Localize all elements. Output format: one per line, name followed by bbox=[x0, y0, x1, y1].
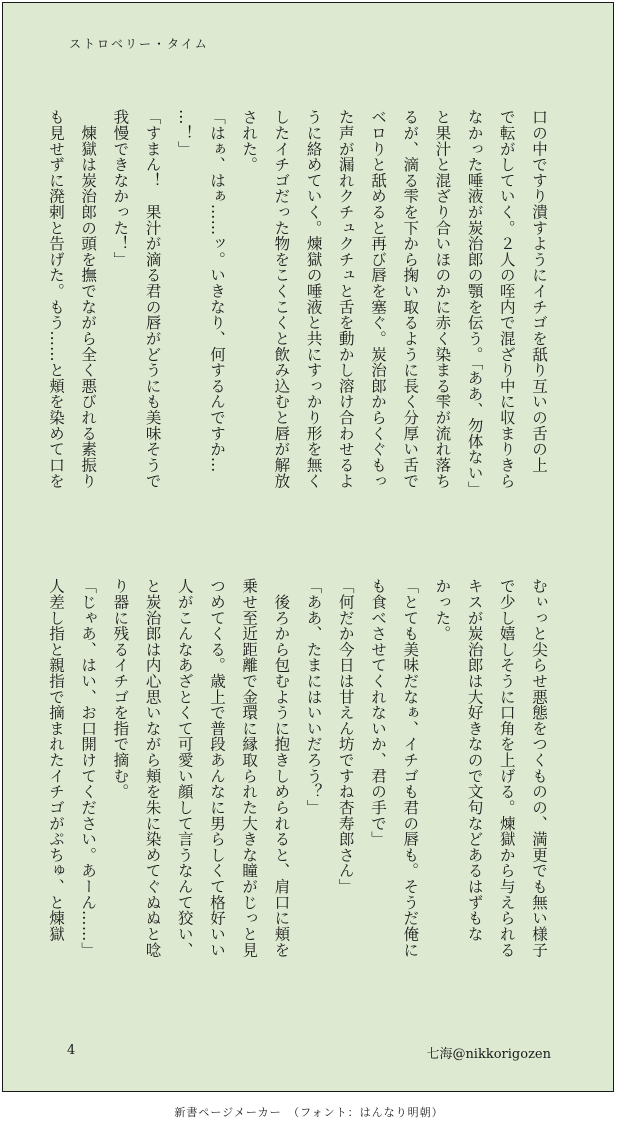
book-page bbox=[2, 2, 614, 1092]
text-block-bottom: むぃっと尖らせ悪態をつくものの、満更でも無い様子 で少し嬉しそうに口角を上げる。煉獄から与えられる キスが炭治郎は大好きなので文句などあるはずもな かった。 「とても美味だなぁ、イチゴも君の唇も。そうだ俺に も食べさせてくれないか、君の手で」 「何だか今日は甘えん坊ですね杏寿郎さん」 「ああ、たまにはいいだろう？」 後ろから包むように抱きしめられると、肩口に頬を 乗せ至近距離で金環に縁取られた大きな瞳がじっと見 つめてくる。歳上で普段あんなに男らしくて格好いい 人がこんなあざとくて可愛い顔して言うなんて狡い、 と炭治郎は内心思いながら頬を朱に染めてぐぬぬと唸 り器に残るイチゴを指で摘む。 「じゃあ、はい、お口開けてください。あーん……」 人差し指と親指で摘まれたイチゴがぷちゅ、と煉獄 bbox=[46, 578, 548, 958]
footer-caption: 新書ページメーカー （フォント：はんなり明朝） bbox=[174, 1106, 444, 1119]
page-number: 4 bbox=[67, 1043, 76, 1058]
text-block-top: 口の中ですり潰すようにイチゴを舐り互いの舌の上 で転がしていく。２人の咥内で混ざり中に収まりきら なかった唾液が炭治郎の顎を伝う。「ああ、勿体ない」 と果汁と混ざり合いほのかに赤く染まる雫が流れ落ち るが、滴る雫を下から掬い取るように長く分厚い舌で ベロりと舐めると再び唇を塞ぐ。炭治郎からくぐもっ た声が漏れクチュクチュと舌を動かし溶け合わせるよ うに絡めていく。煉獄の唾液と共にすっかり形を無く したイチゴだった物をこくこくと飲み込むと唇が解放 された。 「はぁ、はぁ……ッ。いきなり、何するんですか… …！」 「すまん！ 果汁が滴る君の唇がどうにも美味そうで 我慢できなかった！」 煉獄は炭治郎の頭を撫でながら全く悪びれる素振り も見せずに溌剌と告げた。もう……と頬を染めて口を bbox=[46, 109, 548, 497]
author-credit: 七海@nikkorigozen bbox=[426, 1047, 551, 1062]
running-title: ストロベリー・タイム bbox=[69, 37, 209, 51]
